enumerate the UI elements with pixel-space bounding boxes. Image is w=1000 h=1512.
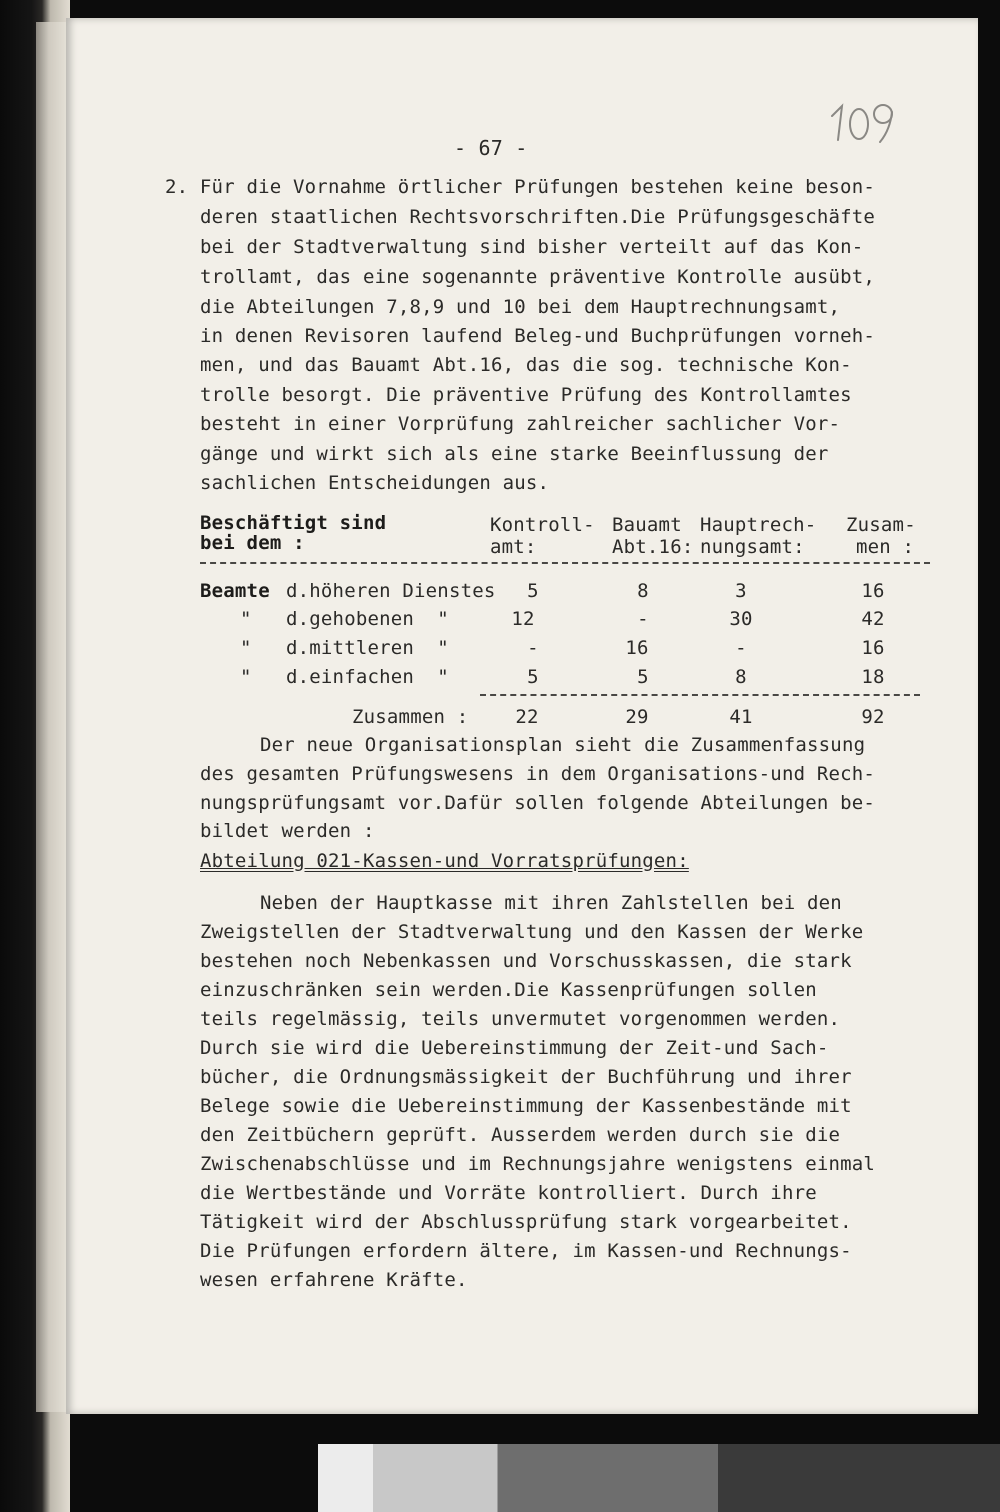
column-header: Hauptrech- [700,514,817,536]
page-number: - 67 - [454,136,528,160]
row-prefix: " [240,608,252,630]
section-heading: Abteilung 021-Kassen-und Vorratsprüfungen: [200,850,689,872]
row-prefix: " [240,666,252,688]
column-header: men : [856,536,915,558]
text-line: men, und das Bauamt Abt.16, das die sog. technische Kon- [200,354,852,376]
table-total: 29 [625,706,649,728]
text-line: Die Prüfungen erfordern ältere, im Kassen-und Rechnungs- [200,1240,852,1262]
column-header: nungsamt: [700,536,805,558]
table-total: 41 [729,706,753,728]
table-cell: 5 [637,666,649,688]
table-cell: 42 [861,608,885,630]
text-line: 2. Für die Vornahme örtlicher Prüfungen bestehen keine beson- [165,176,875,198]
table-cell: - [735,637,747,659]
table-cell: - [637,608,649,630]
table-total: 92 [861,706,885,728]
row-label: d.höheren Dienstes [286,580,496,602]
text-line: Tätigkeit wird der Abschlussprüfung stark vorgearbeitet. [200,1211,852,1233]
table-cell: 3 [735,580,747,602]
text-line: Durch sie wird die Uebereinstimmung der Zeit-und Sach- [200,1037,829,1059]
table-cell: 8 [735,666,747,688]
text-line: des gesamten Prüfungswesens in dem Organisations-und Rech- [200,763,876,785]
table-rule [200,562,930,564]
text-line: Belege sowie die Uebereinstimmung der Kassenbestände mit [200,1095,852,1117]
row-prefix: Beamte [200,580,270,602]
text-line: einzuschränken sein werden.Die Kassenprüfungen sollen [200,979,817,1001]
handwritten-folio-number [826,100,896,144]
text-line: bestehen noch Nebenkassen und Vorschusskassen, die stark [200,950,852,972]
text-line: deren staatlichen Rechtsvorschriften.Die Prüfungsgeschäfte [200,206,876,228]
text-line: nungsprüfungsamt vor.Dafür sollen folgende Abteilungen be- [200,792,876,814]
text-line: trolle besorgt. Die präventive Prüfung des Kontrollamtes [200,384,852,406]
scan-color-calibration-strip [318,1444,1000,1512]
row-label: d.gehobenen " [286,608,449,630]
table-cell: 18 [861,666,885,688]
text-line: den Zeitbüchern geprüft. Ausserdem werden durch sie die [200,1124,841,1146]
text-line: wesen erfahrene Kräfte. [200,1269,468,1291]
table-cell: 16 [625,637,649,659]
text-line: bildet werden : [200,820,375,842]
table-total: 22 [515,706,539,728]
text-line: die Wertbestände und Vorräte kontrolliert. Durch ihre [200,1182,817,1204]
table-cell: - [527,637,539,659]
column-header: amt: [490,536,537,558]
table-header-label: Beschäftigt sind [200,512,387,534]
text-line: bücher, die Ordnungsmässigkeit der Buchführung und ihrer [200,1066,852,1088]
table-cell: 12 [511,608,535,630]
text-line: trollamt, das eine sogenannte präventive Kontrolle ausübt, [200,266,876,288]
table-cell: 30 [729,608,753,630]
column-header: Zusam- [846,514,916,536]
text-line: Der neue Organisationsplan sieht die Zusammenfassung [260,734,866,756]
table-cell: 16 [861,637,885,659]
page-edge-left [36,22,68,1412]
text-line: besteht in einer Vorprüfung zahlreicher sachlicher Vor- [200,413,841,435]
table-cell: 8 [637,580,649,602]
text-line: teils regelmässig, teils unvermutet vorgenommen werden. [200,1008,841,1030]
column-header: Kontroll- [490,514,595,536]
text-line: Zweigstellen der Stadtverwaltung und den Kassen der Werke [200,921,864,943]
table-header-label: bei dem : [200,532,305,554]
column-header: Bauamt [612,514,682,536]
table-cell: 5 [527,580,539,602]
row-prefix: " [240,637,252,659]
table-cell: 5 [527,666,539,688]
row-label: d.einfachen " [286,666,449,688]
text-line: die Abteilungen 7,8,9 und 10 bei dem Hauptrechnungsamt, [200,296,841,318]
text-line: gänge und wirkt sich als eine starke Beeinflussung der [200,443,829,465]
row-label: d.mittleren " [286,637,449,659]
text-line: bei der Stadtverwaltung sind bisher verteilt auf das Kon- [200,236,864,258]
table-cell: 16 [861,580,885,602]
column-header: Abt.16: [612,536,694,558]
table-rule [480,694,920,696]
text-line: sachlichen Entscheidungen aus. [200,472,550,494]
text-line: Neben der Hauptkasse mit ihren Zahlstellen bei den [260,892,842,914]
text-line: Zwischenabschlüsse und im Rechnungsjahre wenigstens einmal [200,1153,876,1175]
total-label: Zusammen : [352,706,469,728]
text-line: in denen Revisoren laufend Beleg-und Buchprüfungen vorneh- [200,325,876,347]
